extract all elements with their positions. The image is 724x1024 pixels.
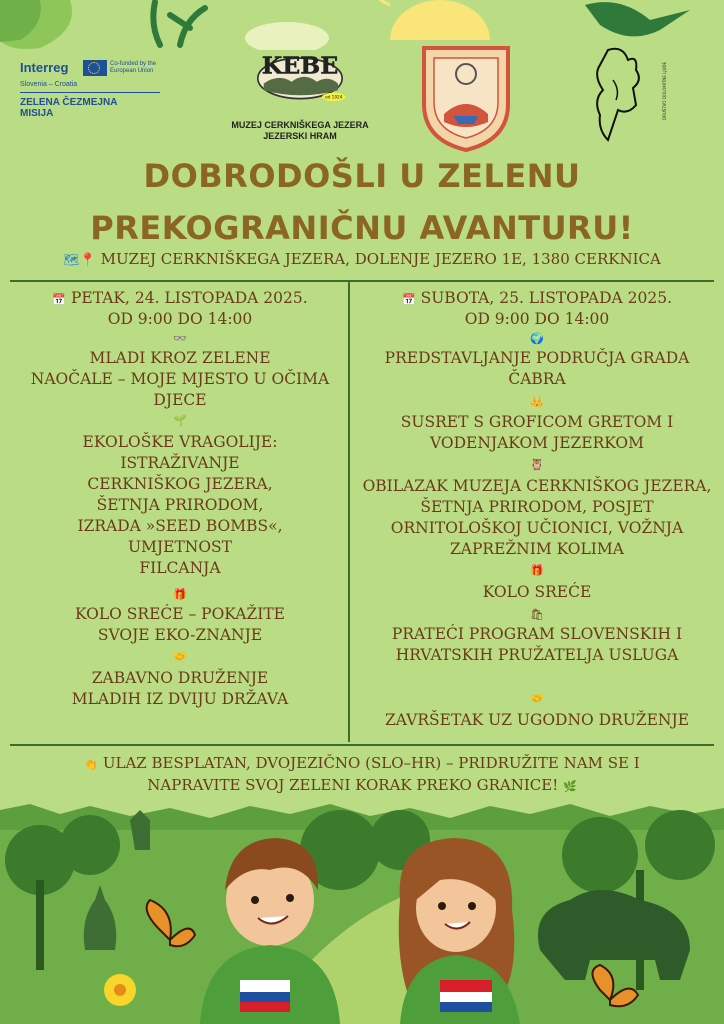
museum-name-line1: MUZEJ CERKNIŠKEGA JEZERA	[231, 120, 369, 130]
saturday-item-1-line: ČABRA	[508, 370, 566, 388]
friday-item-1-line: NAOČALE – MOJE MJESTO U OČIMA	[30, 370, 330, 388]
divider-top	[10, 280, 714, 282]
friday-item-1-line: MLADI KROZ ZELENE	[89, 349, 271, 367]
saturday-item-1	[354, 348, 720, 390]
friday-item-2-line: ŠETNJA PRIRODOM,	[96, 496, 264, 514]
globe-icon: 🌍	[530, 332, 544, 345]
friday-column	[20, 288, 340, 738]
crest-icon	[420, 44, 512, 154]
museum-name-line2: JEZERSKI HRAM	[263, 131, 337, 141]
kebe-logo-text: KEBE	[261, 51, 339, 80]
handshake-icon: 🤝	[173, 650, 187, 663]
saturday-column	[354, 288, 720, 738]
friday-date	[20, 288, 340, 309]
slovenia-croatia-border-map-icon	[578, 30, 678, 152]
friday-item-3	[20, 604, 340, 646]
slovenia-flag	[240, 980, 290, 1012]
clapping-icon: 👏	[84, 758, 99, 771]
handshake-icon: 🤝	[530, 692, 544, 705]
saturday-item-5-line: HRVATSKIH PRUŽATELJA USLUGA	[395, 646, 679, 664]
saturday-item-2-line: SUSRET S GROFICOM GRETOM I	[400, 413, 674, 431]
footer-message	[20, 752, 704, 796]
saturday-item-2	[354, 412, 720, 454]
friday-item-2-line: UMJETNOST	[127, 538, 233, 556]
shopping-bag-icon: 🛍	[530, 608, 544, 621]
museum-name	[230, 120, 370, 142]
divider-center	[348, 282, 350, 742]
svg-text:DRUŠTVO DOLOMITNE LJUDE: DRUŠTVO DOLOMITNE LJUDE	[662, 61, 667, 120]
friday-item-2-line: CERKNIŠKOG JEZERA,	[87, 475, 273, 493]
address-text: MUZEJ CERKNIŠKEGA JEZERA, DOLENJE JEZERO 1E, 1380 CERKNICA	[100, 250, 661, 268]
mission-name: ZELENA ČEZMEJNA MISIJA	[20, 97, 118, 119]
title-line1: DOBRODOŠLI U ZELENU	[143, 157, 581, 195]
kebe-tag: od 1924	[325, 94, 343, 100]
saturday-item-3-line: ORNITOLOŠKOJ UČIONICI, VOŽNJA	[390, 519, 684, 537]
kebe-emblem	[250, 48, 350, 102]
eu-cofunded-text: Co-funded by the European Union	[110, 61, 157, 74]
interreg-brand: Interreg	[20, 60, 69, 75]
title-line2: PREKOGRANIČNU AVANTURU!	[90, 209, 634, 247]
forest-children-illustration	[0, 800, 724, 1024]
page-title	[0, 152, 724, 252]
map-pin-icon: 🗺📍	[63, 253, 96, 268]
footer-line1: ULAZ BESPLATAN, DVOJEZIČNO (SLO–HR) – PRIDRUŽITE NAM SE I	[102, 754, 640, 772]
kebe-logo	[230, 48, 370, 142]
owl-icon: 🦉	[530, 458, 544, 471]
friday-time: OD 9:00 DO 14:00	[107, 310, 253, 328]
saturday-item-6	[354, 710, 720, 731]
friday-item-2	[20, 432, 340, 579]
saturday-item-3-line: ZAPREŽNIM KOLIMA	[450, 540, 624, 558]
saturday-item-2-line: VODENJAKOM JEZERKOM	[429, 434, 645, 452]
friday-item-1	[20, 348, 340, 411]
interreg-logo	[20, 60, 170, 119]
saturday-item-5	[354, 624, 720, 666]
friday-item-3-line: SVOJE EKO-ZNANJE	[97, 626, 263, 644]
flower-icon	[104, 974, 136, 1006]
glasses-icon: 👓	[173, 332, 187, 345]
friday-item-2-line: FILCANJA	[139, 559, 221, 577]
friday-item-4-line: MLADIH IZ DVIJU DRŽAVA	[71, 690, 289, 708]
friday-date-text: PETAK, 24. LISTOPADA 2025.	[71, 289, 308, 307]
girl-figure	[399, 838, 520, 1024]
saturday-item-6-line: ZAVRŠETAK UZ UGODNO DRUŽENJE	[384, 711, 690, 729]
saturday-item-3	[354, 476, 720, 560]
footer-line2: NAPRAVITE SVOJ ZELENI KORAK PREKO GRANICE!	[147, 776, 559, 794]
saturday-item-3-line: OBILAZAK MUZEJA CERKNIŠKOG JEZERA,	[362, 477, 712, 495]
saturday-date	[354, 288, 720, 309]
divider-bottom	[10, 744, 714, 746]
croatia-flag	[440, 980, 492, 1012]
friday-item-4	[20, 668, 340, 710]
friday-item-2-line: IZRADA »SEED BOMBS«,	[77, 517, 283, 535]
gift-icon: 🎁	[530, 564, 544, 577]
antlers-icon	[153, 2, 205, 45]
interreg-region: Slovenia – Croatia	[20, 81, 78, 88]
eu-cofunded	[83, 60, 170, 76]
friday-item-2-line: EKOLOŠKE VRAGOLIJE:	[82, 433, 278, 451]
saturday-date-text: SUBOTA, 25. LISTOPADA 2025.	[420, 289, 673, 307]
calendar-icon: 📅	[401, 293, 416, 306]
friday-item-2-line: ISTRAŽIVANJE	[120, 454, 240, 472]
saturday-item-3-line: ŠETNJA PRIRODOM, POSJET	[420, 498, 654, 516]
seedling-icon: 🌱	[173, 414, 187, 427]
calendar-icon: 📅	[52, 293, 67, 306]
crown-icon: 👑	[530, 396, 544, 409]
friday-item-1-line: DJECE	[153, 391, 207, 409]
friday-item-3-line: KOLO SREĆE – POKAŽITE	[74, 605, 285, 623]
friday-item-4-line: ZABAVNO DRUŽENJE	[91, 669, 269, 687]
saturday-item-5-line: PRATEĆI PROGRAM SLOVENSKIH I	[391, 625, 683, 643]
saturday-item-4	[354, 582, 720, 603]
saturday-item-4-line: KOLO SREĆE	[482, 583, 592, 601]
address	[0, 250, 724, 268]
saturday-time: OD 9:00 DO 14:00	[464, 310, 610, 328]
saturday-item-1-line: PREDSTAVLJANJE PODRUČJA GRADA	[384, 349, 690, 367]
interreg-divider	[20, 92, 160, 93]
eu-flag-icon	[83, 60, 107, 76]
herb-icon: 🌿	[563, 780, 577, 793]
gift-icon: 🎁	[173, 588, 187, 601]
